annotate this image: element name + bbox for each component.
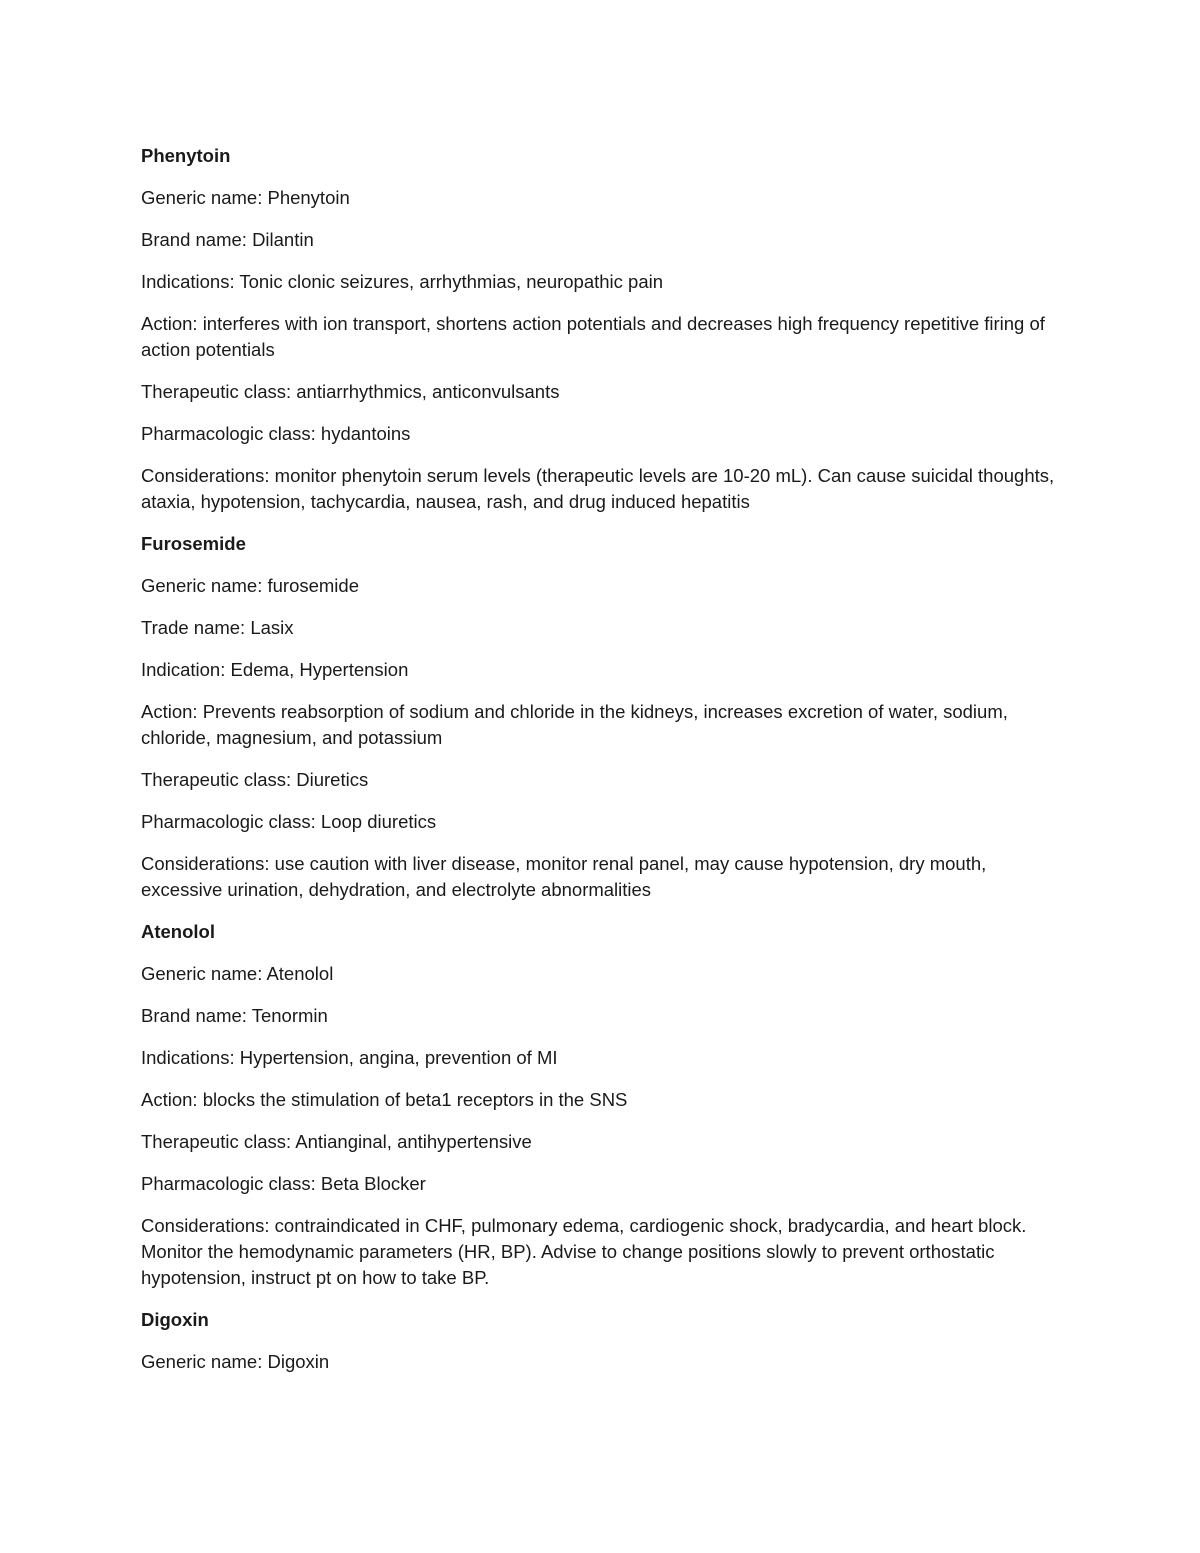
drug-section-atenolol [141, 919, 1061, 1291]
action-line: Action: blocks the stimulation of beta1 receptors in the SNS [141, 1089, 628, 1110]
drug-section-phenytoin [141, 143, 1061, 515]
action-line: Action: interferes with ion transport, shortens action potentials and decreases high frequency repetitive firing of action potentials [141, 313, 1045, 360]
brand-name-line: Brand name: Dilantin [141, 229, 314, 250]
pharmacologic-class-line: Pharmacologic class: Loop diuretics [141, 811, 437, 832]
trade-name-line: Trade name: Lasix [141, 617, 294, 638]
indications-line: Indications: Tonic clonic seizures, arrhythmias, neuropathic pain [141, 271, 664, 292]
pharmacologic-class-line: Pharmacologic class: hydantoins [141, 423, 411, 444]
generic-name-line: Generic name: furosemide [141, 575, 359, 596]
action-line: Action: Prevents reabsorption of sodium and chloride in the kidneys, increases excretion of water, sodium, chloride, magnesium, and potassium [141, 701, 1008, 748]
section-title: Digoxin [141, 1309, 209, 1330]
considerations-line: Considerations: monitor phenytoin serum levels (therapeutic levels are 10-20 mL). Can cause suicidal thoughts, ataxia, hypotension, tachycardia, nausea, rash, and drug induced hepatitis [141, 465, 1055, 512]
generic-name-line: Generic name: Atenolol [141, 963, 334, 984]
document-page [141, 143, 1061, 1391]
section-title: Atenolol [141, 921, 215, 942]
therapeutic-class-line: Therapeutic class: antiarrhythmics, anticonvulsants [141, 381, 560, 402]
section-title: Phenytoin [141, 145, 231, 166]
indications-line: Indications: Hypertension, angina, prevention of MI [141, 1047, 558, 1068]
therapeutic-class-line: Therapeutic class: Diuretics [141, 769, 369, 790]
therapeutic-class-line: Therapeutic class: Antianginal, antihypertensive [141, 1131, 532, 1152]
indication-line: Indication: Edema, Hypertension [141, 659, 409, 680]
brand-name-line: Brand name: Tenormin [141, 1005, 328, 1026]
drug-section-digoxin [141, 1307, 1061, 1375]
generic-name-line: Generic name: Digoxin [141, 1351, 330, 1372]
pharmacologic-class-line: Pharmacologic class: Beta Blocker [141, 1173, 426, 1194]
drug-section-furosemide [141, 531, 1061, 903]
considerations-line: Considerations: contraindicated in CHF, pulmonary edema, cardiogenic shock, bradycardia, and heart block. Monitor the hemodynamic parameters (HR, BP). Advise to change positions slowly to prevent orthostatic hypotension, instruct pt on how to take BP. [141, 1215, 1027, 1288]
generic-name-line: Generic name: Phenytoin [141, 187, 350, 208]
section-title: Furosemide [141, 533, 246, 554]
considerations-line: Considerations: use caution with liver disease, monitor renal panel, may cause hypotension, dry mouth, excessive urination, dehydration, and electrolyte abnormalities [141, 853, 987, 900]
